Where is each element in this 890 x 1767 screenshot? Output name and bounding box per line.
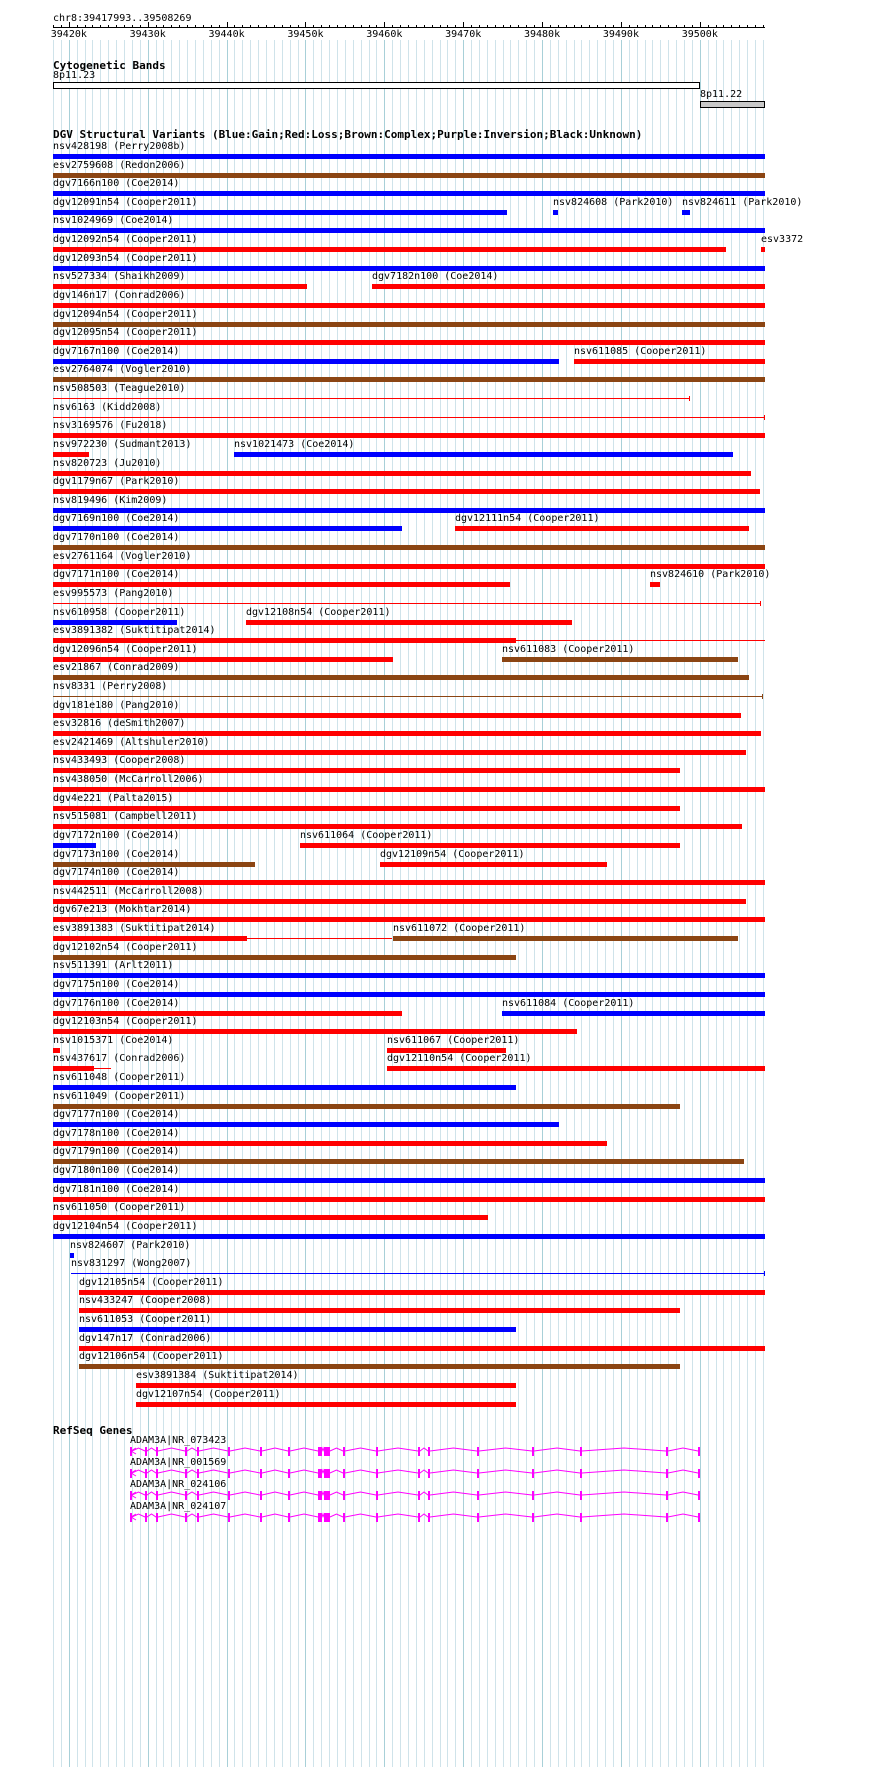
gene-label: ADAM3A|NR_024107 [130,1501,227,1512]
gene-label: ADAM3A|NR_024106 [130,1479,227,1490]
variant-label: dgv7181n100 (Coe2014) [53,1184,180,1195]
cytoband-track-title: Cytogenetic Bands [53,59,166,72]
variant-label: dgv146n17 (Conrad2006) [53,290,186,301]
variant-label: nsv611072 (Cooper2011) [393,923,526,934]
variant-label: nsv433493 (Cooper2008) [53,755,186,766]
variant-label: esv32816 (deSmith2007) [53,718,186,729]
variant-label: nsv611053 (Cooper2011) [79,1314,212,1325]
variant-label: nsv611085 (Cooper2011) [574,346,707,357]
variant-label: nsv3169576 (Fu2018) [53,420,168,431]
variant-label: dgv12094n54 (Cooper2011) [53,309,198,320]
variant-label: esv3372 [761,234,804,245]
variant-label: dgv12102n54 (Cooper2011) [53,942,198,953]
variant-label: dgv7167n100 (Coe2014) [53,346,180,357]
gene-label: ADAM3A|NR_073423 [130,1435,227,1446]
variant-label: dgv7170n100 (Coe2014) [53,532,180,543]
variant-label: nsv610958 (Cooper2011) [53,607,186,618]
variant-label: nsv972230 (Sudmant2013) [53,439,192,450]
location-readout: chr8:39417993..39508269 [53,13,192,24]
variant-label: dgv7169n100 (Coe2014) [53,513,180,524]
variant-label: esv21867 (Conrad2009) [53,662,180,673]
variant-label: nsv1015371 (Coe2014) [53,1035,174,1046]
gene-label: ADAM3A|NR_001569 [130,1457,227,1468]
variant-label: nsv611048 (Cooper2011) [53,1072,186,1083]
dgv-track-title: DGV Structural Variants (Blue:Gain;Red:Loss;Brown:Complex;Purple:Inversion;Black:Unknown) [53,128,643,141]
variant-label: nsv8331 (Perry2008) [53,681,168,692]
variant-label: nsv442511 (McCarroll2008) [53,886,204,897]
variant-label: nsv438050 (McCarroll2006) [53,774,204,785]
variant-label: esv3891382 (Suktitipat2014) [53,625,216,636]
variant-label: dgv7180n100 (Coe2014) [53,1165,180,1176]
variant-label: esv2421469 (Altshuler2010) [53,737,210,748]
variant-label: nsv1021473 (Coe2014) [234,439,355,450]
variant-label: dgv12093n54 (Cooper2011) [53,253,198,264]
variant-label: nsv820723 (Ju2010) [53,458,162,469]
variant-label: dgv7174n100 (Coe2014) [53,867,180,878]
variant-label: dgv12110n54 (Cooper2011) [387,1053,532,1064]
variant-label: nsv527334 (Shaikh2009) [53,271,186,282]
variant-label: nsv611049 (Cooper2011) [53,1091,186,1102]
variant-label: dgv181e180 (Pang2010) [53,700,180,711]
refseq-track-title: RefSeq Genes [53,1424,133,1437]
variant-label: dgv12104n54 (Cooper2011) [53,1221,198,1232]
variant-label: dgv1179n67 (Park2010) [53,476,180,487]
variant-label: nsv6163 (Kidd2008) [53,402,162,413]
variant-label: dgv67e213 (Mokhtar2014) [53,904,192,915]
variant-label: dgv7178n100 (Coe2014) [53,1128,180,1139]
variant-label: nsv611084 (Cooper2011) [502,998,635,1009]
variant-label: dgv147n17 (Conrad2006) [79,1333,212,1344]
variant-label: dgv7176n100 (Coe2014) [53,998,180,1009]
ruler-tick-label: 39430k [129,29,166,40]
variant-label: nsv824608 (Park2010) [553,197,674,208]
variant-label: dgv7166n100 (Coe2014) [53,178,180,189]
variant-label: dgv12092n54 (Cooper2011) [53,234,198,245]
variant-label: esv2764074 (Vogler2010) [53,364,192,375]
cytoband-label: 8p11.23 [53,70,96,81]
ruler-tick-label: 39420k [50,29,87,40]
variant-label: dgv12095n54 (Cooper2011) [53,327,198,338]
variant-label: dgv12107n54 (Cooper2011) [136,1389,281,1400]
variant-label: dgv12105n54 (Cooper2011) [79,1277,224,1288]
cytoband-label: 8p11.22 [700,89,743,100]
variant-label: nsv819496 (Kim2009) [53,495,168,506]
variant-label: dgv12091n54 (Cooper2011) [53,197,198,208]
variant-label: dgv12108n54 (Cooper2011) [246,607,391,618]
variant-label: dgv7171n100 (Coe2014) [53,569,180,580]
ruler-tick-label: 39490k [602,29,639,40]
variant-label: esv2761164 (Vogler2010) [53,551,192,562]
ruler-tick-label: 39440k [208,29,245,40]
variant-label: nsv1024969 (Coe2014) [53,215,174,226]
variant-label: dgv12109n54 (Cooper2011) [380,849,525,860]
variant-label: dgv7173n100 (Coe2014) [53,849,180,860]
ruler-tick-label: 39480k [523,29,561,40]
ruler-tick-label: 39460k [366,29,403,40]
variant-label: dgv7179n100 (Coe2014) [53,1146,180,1157]
variant-label: nsv437617 (Conrad2006) [53,1053,186,1064]
variant-label: dgv12111n54 (Cooper2011) [455,513,600,524]
variant-label: nsv824611 (Park2010) [682,197,803,208]
variant-label: dgv7177n100 (Coe2014) [53,1109,180,1120]
variant-label: nsv611083 (Cooper2011) [502,644,635,655]
variant-label: nsv508503 (Teague2010) [53,383,186,394]
variant-label: nsv511391 (Arlt2011) [53,960,174,971]
ruler-tick-label: 39470k [445,29,482,40]
variant-label: nsv428198 (Perry2008b) [53,141,186,152]
variant-label: nsv433247 (Cooper2008) [79,1295,212,1306]
variant-label: dgv7172n100 (Coe2014) [53,830,180,841]
variant-label: esv3891383 (Suktitipat2014) [53,923,216,934]
variant-label: dgv4e221 (Palta2015) [53,793,174,804]
variant-label: nsv515081 (Campbell2011) [53,811,198,822]
variant-label: dgv12106n54 (Cooper2011) [79,1351,224,1362]
variant-label: esv2759608 (Redon2006) [53,160,186,171]
variant-label: nsv824607 (Park2010) [70,1240,191,1251]
variant-label: esv3891384 (Suktitipat2014) [136,1370,299,1381]
variant-label: dgv12096n54 (Cooper2011) [53,644,198,655]
variant-label: nsv611064 (Cooper2011) [300,830,433,841]
variant-label: dgv12103n54 (Cooper2011) [53,1016,198,1027]
variant-label: esv995573 (Pang2010) [53,588,174,599]
variant-label: nsv611050 (Cooper2011) [53,1202,186,1213]
variant-label: nsv611067 (Cooper2011) [387,1035,520,1046]
variant-label: dgv7182n100 (Coe2014) [372,271,499,282]
variant-label: nsv824610 (Park2010) [650,569,771,580]
ruler-tick-label: 39450k [287,29,324,40]
variant-label: nsv831297 (Wong2007) [71,1258,192,1269]
ruler-tick-label: 39500k [681,29,718,40]
variant-label: dgv7175n100 (Coe2014) [53,979,180,990]
